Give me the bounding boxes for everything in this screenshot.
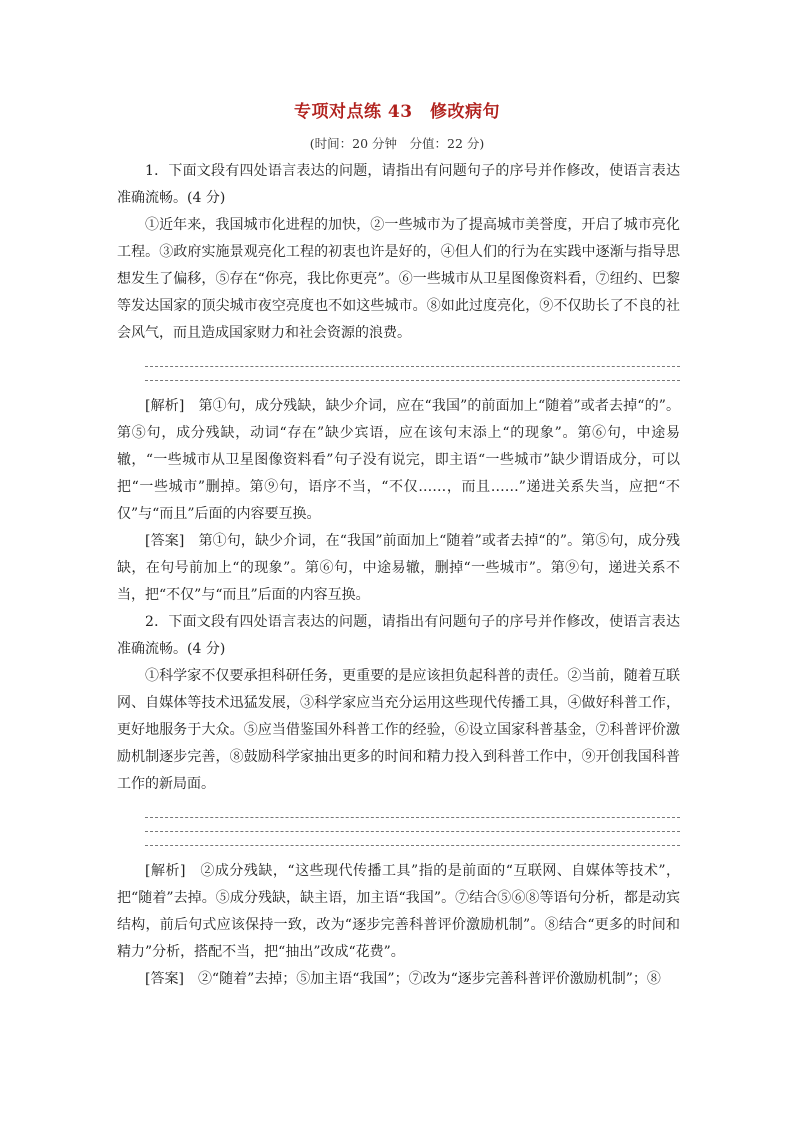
question-1-passage: ①近年来，我国城市化进程的加快，②一些城市为了提高城市美誉度，开启了城市亮化工程。③政府实施景观亮化工程的初衷也许是好的，④但人们的行为在实践中逐渐与指导思想发生了偏移，⑤存在“你亮，我比你更亮”。⑥一些城市从卫星图像资料看，⑦纽约、巴黎等发达国家的顶尖城市夜空亮度也不如这些城市。⑧如此过度亮化，⑨不仅助长了不良的社会风气，而且造成国家财力和社会资源的浪费。	[117, 217, 680, 341]
page-subtitle: (时间：20 分钟 分值：22 分)	[309, 136, 485, 151]
answer-line	[145, 367, 680, 381]
answer-line	[145, 818, 680, 832]
question-2-prompt: 2．下面文段有四处语言表达的问题，请指出有问题句子的序号并作修改，使语言表达准确流畅。(4 分)	[117, 614, 680, 657]
question-1-prompt: 1．下面文段有四处语言表达的问题，请指出有问题句子的序号并作修改，使语言表达准确流畅。(4 分)	[117, 163, 680, 206]
analysis-label: [解析]	[145, 863, 186, 879]
answer-label: [答案]	[145, 533, 185, 549]
analysis-text: ②成分残缺，“这些现代传播工具”指的是前面的“互联网、自媒体等技术”，把“随着”去掉。⑤成分残缺，缺主语，加主语“我国”。⑦结合⑤⑥⑧等语句分析，都是动宾结构，前后句式应该保持一致，改为“逐步完善科普评价激励机制”。⑧结合“更多的时间和精力”分析，搭配不当，把“抽出”改成“花费”。	[117, 863, 680, 960]
page-title: 专项对点练 43 修改病句	[293, 102, 501, 122]
answer-line	[145, 832, 680, 846]
question-2-answer	[117, 966, 680, 993]
question-1-answer	[117, 528, 680, 609]
analysis-label: [解析]	[145, 398, 185, 414]
answer-line	[145, 804, 680, 818]
answer-line	[145, 353, 680, 367]
spacer	[117, 381, 680, 393]
spacer	[117, 846, 680, 858]
answer-text: 第①句，缺少介词，在“我国”前面加上“随着”或者去掉“的”。第⑤句，成分残缺，在句号前加上“的现象”。第⑥句，中途易辙，删掉“一些城市”。第⑨句，递进关系不当，把“不仅”与“而且”后面的内容互换。	[117, 533, 680, 603]
question-1-analysis	[117, 393, 680, 528]
question-2-passage: ①科学家不仅要承担科研任务，更重要的是应该担负起科普的责任。②当前，随着互联网、自媒体等技术迅猛发展，③科学家应当充分运用这些现代传播工具，④做好科普工作，更好地服务于大众。⑤应当借鉴国外科普工作的经验，⑥设立国家科普基金，⑦科普评价激励机制逐步完善，⑧鼓励科学家抽出更多的时间和精力投入到科普工作中，⑨开创我国科普工作的新局面。	[117, 668, 680, 792]
question-2-analysis	[117, 858, 680, 966]
answer-text: ②“随着”去掉；⑤加主语“我国”；⑦改为“逐步完善科普评价激励机制”；⑧	[197, 971, 661, 987]
analysis-text: 第①句，成分残缺，缺少介词，应在“我国”的前面加上“随着”或者去掉“的”。第⑤句，成分残缺，动词“存在”缺少宾语，应在该句末添上“的现象”。第⑥句，中途易辙，“一些城市从卫星图像资料看”句子没有说完，即主语“一些城市”缺少谓语成分，可以把“一些城市”删掉。第⑨句，语序不当，“不仅……，而且……”递进关系失当，应把“不仅”与“而且”后面的内容要互换。	[117, 398, 680, 522]
answer-label: [答案]	[145, 971, 184, 987]
document-body	[117, 158, 680, 993]
